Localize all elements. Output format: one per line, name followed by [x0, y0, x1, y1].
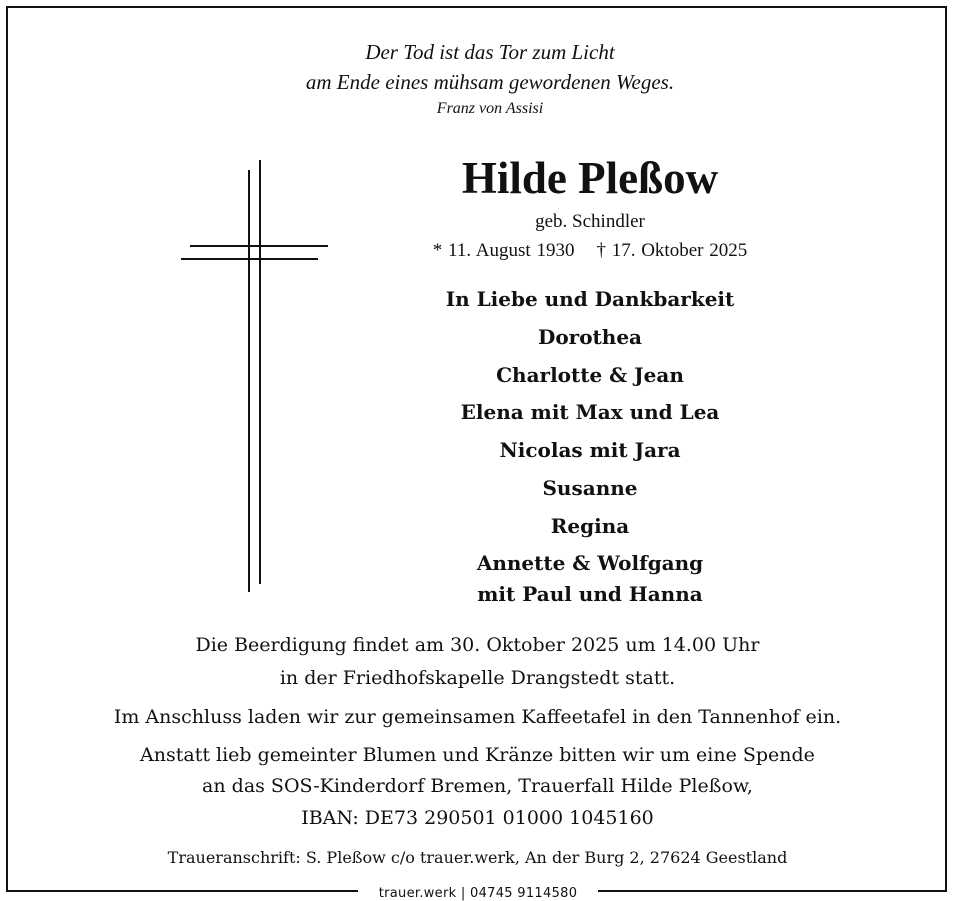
mourner-line: Charlotte & Jean	[496, 363, 684, 387]
mourner-line: In Liebe und Dankbarkeit	[445, 287, 735, 311]
donation-line-1: Anstatt lieb gemeinter Blumen und Kränze bitten wir um eine Spende	[140, 744, 815, 766]
quote-line-2: am Ende eines mühsam gewordenen Weges.	[305, 70, 675, 94]
reception-line: Im Anschluss laden wir zur gemeinsamen Kaffeetafel in den Tannenhof ein.	[113, 706, 842, 728]
quote-line-1: Der Tod ist das Tor zum Licht	[365, 40, 615, 64]
iban-line: IBAN: DE73 290501 01000 1045160	[301, 807, 654, 829]
mourner-line: Regina	[550, 514, 630, 538]
footer-contact: trauer.werk | 04745 9114580	[358, 886, 598, 901]
mourner-line: Nicolas mit Jara	[499, 438, 681, 462]
mourner-line: Susanne	[542, 476, 638, 500]
funeral-line-1: Die Beerdigung findet am 30. Oktober 2025 um 14.00 Uhr	[195, 634, 760, 656]
funeral-line-2: in der Friedhofskapelle Drangstedt statt.	[279, 667, 676, 689]
mourner-line: mit Paul und Hanna	[477, 582, 703, 606]
mourning-address: Traueranschrift: S. Pleßow c/o trauer.werk, An der Burg 2, 27624 Geestland	[167, 848, 788, 867]
maiden-name: geb. Schindler	[535, 211, 645, 232]
mourner-line: Elena mit Max und Lea	[460, 400, 720, 424]
quote-author: Franz von Assisi	[436, 100, 544, 117]
mourner-line: Dorothea	[537, 325, 643, 349]
birth-date: * 11. August 1930	[432, 240, 575, 261]
death-date: † 17. Oktober 2025	[596, 240, 748, 261]
donation-line-2: an das SOS-Kinderdorf Bremen, Trauerfall Hilde Pleßow,	[202, 775, 753, 797]
life-dates	[190, 240, 955, 262]
mourner-line: Annette & Wolfgang	[476, 551, 704, 575]
deceased-name: Hilde Pleßow	[461, 153, 719, 203]
